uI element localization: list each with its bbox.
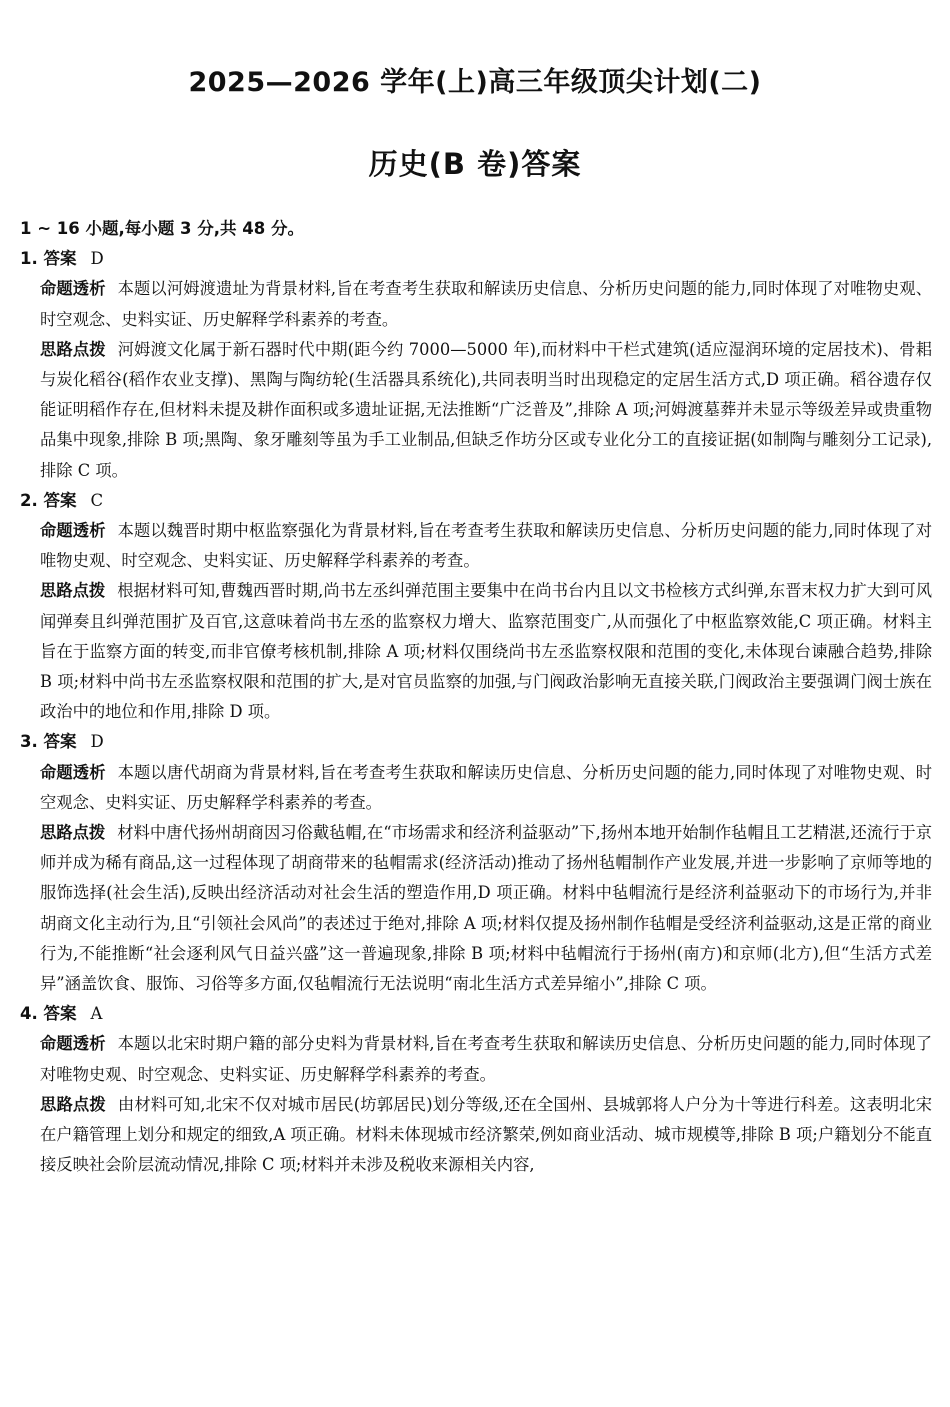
answer-content	[20, 214, 932, 1181]
analysis-text: 本题以北宋时期户籍的部分史料为背景材料,旨在考查考生获取和解读历史信息、分析历史问题的能力,同时体现了对唯物史观、时空观念、史料实证、历史解释学科素养的考查。	[40, 1034, 932, 1084]
question-heading	[20, 244, 932, 274]
hint-label: 思路点拨	[40, 1094, 106, 1114]
answer-letter: C	[90, 490, 104, 510]
hint-label: 思路点拨	[40, 339, 106, 359]
question-number-label: 1. 答案	[20, 249, 77, 269]
hint-text: 材料中唐代扬州胡商因习俗戴毡帽,在“市场需求和经济利益驱动”下,扬州本地开始制作毡帽且工艺精湛,还流行于京师并成为稀有商品,这一过程体现了胡商带来的毡帽需求(经济活动)推动了扬州毡帽制作产业发展,并进一步影响了京师等地的服饰选择(社会生活),反映出经济活动对社会生活的塑造作用,D 项正确。材料中毡帽流行是经济利益驱动下的市场行为,并非胡商文化主动行为,且“引领社会风尚”的表述过于绝对,排除 A 项;材料仅提及扬州制作毡帽是受经济利益驱动,这是正常的商业行为,不能推断“社会逐利风气日益兴盛”这一普遍现象,排除 B 项;材料中毡帽流行于扬州(南方)和京师(北方),但“生活方式差异”涵盖饮食、服饰、习俗等多方面,仅毡帽流行无法说明“南北生活方式差异缩小”,排除 C 项。	[40, 823, 932, 994]
analysis-label: 命题透析	[40, 1034, 106, 1054]
exam-title: 2025—2026 学年(上)高三年级顶尖计划(二)	[188, 67, 762, 98]
question-block	[20, 999, 932, 1180]
answer-letter: A	[90, 1004, 103, 1024]
question-heading	[20, 999, 932, 1029]
question-number-label: 2. 答案	[20, 490, 77, 510]
question-block	[20, 486, 932, 728]
answer-letter: D	[90, 249, 104, 269]
question-heading	[20, 486, 932, 516]
hint-label: 思路点拨	[40, 581, 106, 601]
question-heading	[20, 727, 932, 757]
analysis-paragraph	[40, 758, 932, 818]
hint-paragraph	[40, 576, 932, 727]
question-number-label: 4. 答案	[20, 1004, 77, 1024]
hint-text: 河姆渡文化属于新石器时代中期(距今约 7000—5000 年),而材料中干栏式建筑(适应湿润环境的定居技术)、骨耜与炭化稻谷(稻作农业支撑)、黑陶与陶纺轮(生活器具系统化),共同表明当时出现稳定的定居生活方式,D 项正确。稻谷遗存仅能证明稻作存在,但材料未提及耕作面积或多遗址证据,无法推断“广泛普及”,排除 A 项;河姆渡墓葬并未显示等级差异或贵重物品集中现象,排除 B 项;黑陶、象牙雕刻等虽为手工业制品,但缺乏作坊分区或专业化分工的直接证据(如制陶与雕刻分工记录),排除 C 项。	[40, 339, 932, 480]
hint-text: 由材料可知,北宋不仅对城市居民(坊郭居民)划分等级,还在全国州、县城郭将人户分为十等进行科差。这表明北宋在户籍管理上划分和规定的细致,A 项正确。材料未体现城市经济繁荣,例如商业活动、城市规模等,排除 B 项;户籍划分不能直接反映社会阶层流动情况,排除 C 项;材料并未涉及税收来源相关内容,	[40, 1094, 932, 1175]
analysis-text: 本题以魏晋时期中枢监察强化为背景材料,旨在考查考生获取和解读历史信息、分析历史问题的能力,同时体现了对唯物史观、时空观念、史料实证、历史解释学科素养的考查。	[40, 521, 932, 571]
question-number-label: 3. 答案	[20, 732, 77, 752]
answer-letter: D	[90, 732, 104, 752]
question-block	[20, 244, 932, 486]
question-block	[20, 727, 932, 999]
hint-paragraph	[40, 818, 932, 999]
hint-paragraph	[40, 1090, 932, 1181]
scoring-intro: 1 ~ 16 小题,每小题 3 分,共 48 分。	[20, 219, 304, 238]
hint-label: 思路点拨	[40, 823, 106, 843]
analysis-paragraph	[40, 274, 932, 334]
analysis-paragraph	[40, 1029, 932, 1089]
analysis-label: 命题透析	[40, 521, 106, 541]
analysis-label: 命题透析	[40, 762, 106, 782]
analysis-label: 命题透析	[40, 279, 106, 299]
analysis-paragraph	[40, 516, 932, 576]
exam-subtitle: 历史(B 卷)答案	[368, 147, 582, 181]
analysis-text: 本题以唐代胡商为背景材料,旨在考查考生获取和解读历史信息、分析历史问题的能力,同时体现了对唯物史观、时空观念、史料实证、历史解释学科素养的考查。	[40, 762, 932, 812]
hint-text: 根据材料可知,曹魏西晋时期,尚书左丞纠弹范围主要集中在尚书台内且以文书检核方式纠弹,东晋末权力扩大到可风闻弹奏且纠弹范围扩及百官,这意味着尚书左丞的监察权力增大、监察范围变广,从而强化了中枢监察效能,C 项正确。材料主旨在于监察方面的转变,而非官僚考核机制,排除 A 项;材料仅围绕尚书左丞监察权限和范围的变化,未体现台谏融合趋势,排除 B 项;材料中尚书左丞监察权限和范围的扩大,是对官员监察的加强,与门阀政治影响无直接关联,门阀政治主要强调门阀士族在政治中的地位和作用,排除 D 项。	[40, 581, 932, 722]
hint-paragraph	[40, 335, 932, 486]
analysis-text: 本题以河姆渡遗址为背景材料,旨在考查考生获取和解读历史信息、分析历史问题的能力,同时体现了对唯物史观、时空观念、史料实证、历史解释学科素养的考查。	[40, 279, 932, 329]
